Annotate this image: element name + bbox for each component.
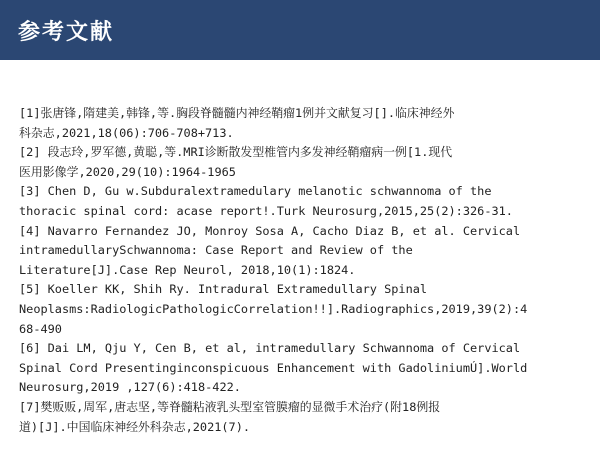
reference-line: 道)[J].中国临床神经外科杂志,2021(7).	[19, 419, 251, 434]
reference-line: [5] Koeller KK, Shih Ry. Intradural Extramedullary Spinal	[19, 282, 428, 297]
reference-line: 科杂志,2021,18(06):706-708+713.	[19, 125, 234, 140]
reference-line: [6] Dai LM, Qju Y, Cen B, et al, intramedullary Schwannoma of Cervical	[19, 341, 521, 356]
slide-title: 参考文献	[18, 18, 115, 45]
reference-line: Spinal Cord Presentinginconspicuous Enhancement with GadoliniumÚ].World	[19, 360, 528, 375]
reference-line: thoracic spinal cord: acase report!.Turk Neurosurg,2015,25(2):326-31.	[19, 203, 513, 218]
reference-line: [3] Chen D, Gu w.Subduralextramedulary melanotic schwannoma of the	[19, 184, 492, 199]
reference-line: [2] 段志玲,罗军德,黄聪,等.MRI诊断散发型椎管内多发神经鞘瘤病一例[1.现代	[19, 145, 453, 160]
reference-line: [7]樊贩贩,周军,唐志坚,等脊髓粘液乳头型室管膜瘤的显微手术治疗(附18例报	[19, 399, 441, 414]
reference-line: 医用影像学,2020,29(10):1964-1965	[19, 164, 236, 179]
reference-line: intramedullarySchwannoma: Case Report and Review of the	[19, 243, 413, 258]
reference-line: Neurosurg,2019 ,127(6):418-422.	[19, 380, 241, 395]
reference-line: Neoplasms:RadiologicPathologicCorrelation!!].Radiographics,2019,39(2):4	[19, 301, 528, 316]
reference-line: [4] Navarro Fernandez JO, Monroy Sosa A, Cacho Diaz B, et al. Cervical	[19, 223, 521, 238]
reference-line: 68-490	[19, 321, 62, 336]
reference-list	[19, 104, 584, 437]
reference-line: [1]张唐锋,隋建美,韩锋,等.胸段脊髓髓内神经鞘瘤1例并文献复习[].临床神经外	[19, 106, 455, 120]
reference-line: Literature[J].Case Rep Neurol, 2018,10(1):1824.	[19, 262, 356, 277]
title-bar	[0, 0, 600, 60]
